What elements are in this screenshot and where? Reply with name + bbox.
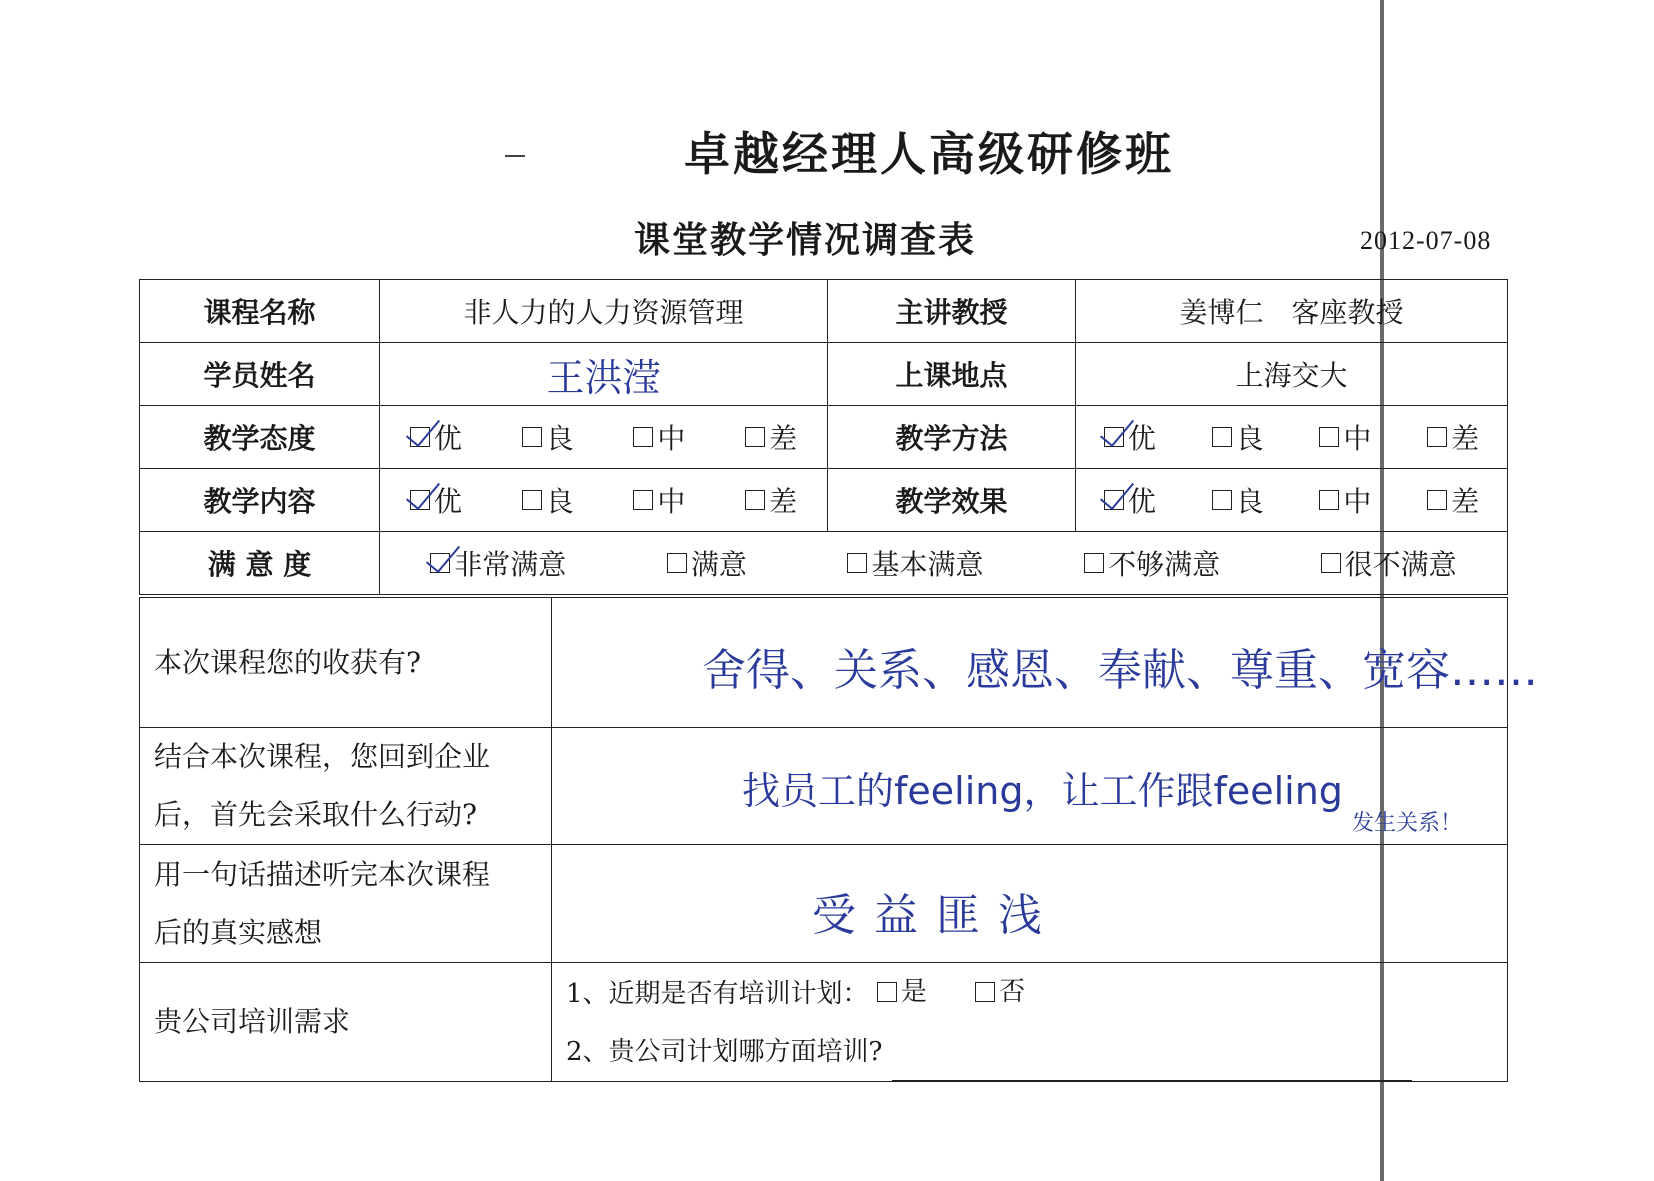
satisfaction-label: 满 意 度 bbox=[140, 532, 380, 595]
gains-answer-cell[interactable] bbox=[552, 598, 1538, 728]
action-answer-note: 发生关系！ bbox=[1352, 811, 1463, 836]
satisfaction-option[interactable]: 满意 bbox=[667, 543, 747, 583]
satisfaction-option[interactable]: 很不满意 bbox=[1321, 543, 1457, 583]
satisfaction-option[interactable]: 不够满意 bbox=[1084, 543, 1220, 583]
checkbox-icon[interactable] bbox=[1084, 553, 1104, 573]
checkbox-icon[interactable] bbox=[633, 427, 653, 447]
gains-answer-handwriting: 舍得、关系、感恩、奉献、尊重、宽容…… bbox=[702, 645, 1538, 696]
lecturer-label: 主讲教授 bbox=[828, 280, 1076, 343]
lecturer-value: 姜博仁 客座教授 bbox=[1076, 280, 1508, 343]
form-subtitle: 课堂教学情况调查表 bbox=[634, 220, 977, 261]
content-option[interactable]: 优 bbox=[410, 480, 462, 520]
method-option[interactable]: 差 bbox=[1427, 417, 1479, 457]
satisfaction-option[interactable]: 非常满意 bbox=[430, 543, 566, 583]
training-plan-yes[interactable]: 是 bbox=[877, 963, 927, 1021]
feeling-answer-handwriting: 受益匪浅 bbox=[812, 890, 1060, 941]
method-label: 教学方法 bbox=[828, 406, 1076, 469]
checkbox-checked-icon[interactable] bbox=[1104, 490, 1124, 510]
action-question: 结合本次课程，您回到企业 后，首先会采取什么行动? bbox=[140, 728, 552, 845]
checkbox-icon[interactable] bbox=[667, 553, 687, 573]
checkbox-icon[interactable] bbox=[1212, 490, 1232, 510]
checkbox-checked-icon[interactable] bbox=[410, 427, 430, 447]
training-needs-cell bbox=[552, 963, 1508, 1082]
location-value: 上海交大 bbox=[1076, 343, 1508, 406]
checkbox-icon[interactable] bbox=[1212, 427, 1232, 447]
feeling-question: 用一句话描述听完本次课程 后的真实感想 bbox=[140, 845, 552, 963]
course-name-label: 课程名称 bbox=[140, 280, 380, 343]
method-options bbox=[1076, 406, 1508, 469]
attitude-option[interactable]: 优 bbox=[410, 417, 462, 457]
table-row bbox=[140, 469, 1508, 532]
checkbox-icon[interactable] bbox=[847, 553, 867, 573]
checkbox-checked-icon[interactable] bbox=[1104, 427, 1124, 447]
content-label: 教学内容 bbox=[140, 469, 380, 532]
training-topic-blank[interactable] bbox=[892, 1056, 1412, 1081]
attitude-options bbox=[380, 406, 828, 469]
training-needs-label: 贵公司培训需求 bbox=[140, 963, 552, 1082]
effect-options bbox=[1076, 469, 1508, 532]
method-option[interactable]: 良 bbox=[1212, 417, 1264, 457]
checkbox-checked-icon[interactable] bbox=[430, 553, 450, 573]
course-name-value: 非人力的人力资源管理 bbox=[380, 280, 828, 343]
feeling-answer-cell[interactable] bbox=[552, 845, 1508, 963]
attitude-option[interactable]: 中 bbox=[633, 417, 685, 457]
attitude-option[interactable]: 差 bbox=[745, 417, 797, 457]
table-row bbox=[140, 532, 1508, 595]
checkbox-checked-icon[interactable] bbox=[410, 490, 430, 510]
checkbox-icon[interactable] bbox=[975, 982, 995, 1002]
page-title: 卓越经理人高级研修班 bbox=[684, 127, 1174, 181]
checkbox-icon[interactable] bbox=[1319, 427, 1339, 447]
satisfaction-option[interactable]: 基本满意 bbox=[847, 543, 983, 583]
effect-option[interactable]: 优 bbox=[1104, 480, 1156, 520]
table-row bbox=[140, 598, 1508, 728]
form-date: 2012-07-08 bbox=[1360, 226, 1492, 255]
content-option[interactable]: 良 bbox=[522, 480, 574, 520]
student-name-handwriting: 王洪滢 bbox=[546, 355, 661, 400]
table-row bbox=[140, 728, 1508, 845]
action-answer-handwriting: 找员工的feeling，让工作跟feeling bbox=[742, 769, 1343, 813]
training-topic-question: 2、贵公司计划哪方面培训? bbox=[566, 1023, 1493, 1081]
method-option[interactable]: 中 bbox=[1319, 417, 1371, 457]
checkbox-icon[interactable] bbox=[1321, 553, 1341, 573]
table-row bbox=[140, 406, 1508, 469]
table-row bbox=[140, 343, 1508, 406]
student-name-cell[interactable] bbox=[380, 343, 828, 406]
location-label: 上课地点 bbox=[828, 343, 1076, 406]
content-option[interactable]: 差 bbox=[745, 480, 797, 520]
satisfaction-options bbox=[380, 532, 1508, 595]
checkbox-icon[interactable] bbox=[745, 427, 765, 447]
effect-option[interactable]: 中 bbox=[1319, 480, 1371, 520]
content-options bbox=[380, 469, 828, 532]
effect-option[interactable]: 良 bbox=[1212, 480, 1264, 520]
student-name-label: 学员姓名 bbox=[140, 343, 380, 406]
effect-label: 教学效果 bbox=[828, 469, 1076, 532]
table-row bbox=[140, 280, 1508, 343]
training-plan-question: 1、近期是否有培训计划： 是 否 bbox=[566, 963, 1493, 1023]
checkbox-icon[interactable] bbox=[522, 427, 542, 447]
content-option[interactable]: 中 bbox=[633, 480, 685, 520]
method-option[interactable]: 优 bbox=[1104, 417, 1156, 457]
training-plan-no[interactable]: 否 bbox=[975, 963, 1025, 1021]
checkbox-icon[interactable] bbox=[1427, 490, 1447, 510]
checkbox-icon[interactable] bbox=[633, 490, 653, 510]
gains-question: 本次课程您的收获有? bbox=[140, 598, 552, 728]
table-row bbox=[140, 963, 1508, 1082]
table-row bbox=[140, 845, 1508, 963]
effect-option[interactable]: 差 bbox=[1427, 480, 1479, 520]
attitude-label: 教学态度 bbox=[140, 406, 380, 469]
action-answer-cell[interactable] bbox=[552, 728, 1508, 845]
feedback-table bbox=[139, 597, 1538, 1082]
checkbox-icon[interactable] bbox=[1319, 490, 1339, 510]
checkbox-icon[interactable] bbox=[1427, 427, 1447, 447]
checkbox-icon[interactable] bbox=[745, 490, 765, 510]
checkbox-icon[interactable] bbox=[877, 982, 897, 1002]
course-info-table bbox=[139, 279, 1508, 595]
scan-speck bbox=[505, 155, 525, 157]
attitude-option[interactable]: 良 bbox=[522, 417, 574, 457]
checkbox-icon[interactable] bbox=[522, 490, 542, 510]
